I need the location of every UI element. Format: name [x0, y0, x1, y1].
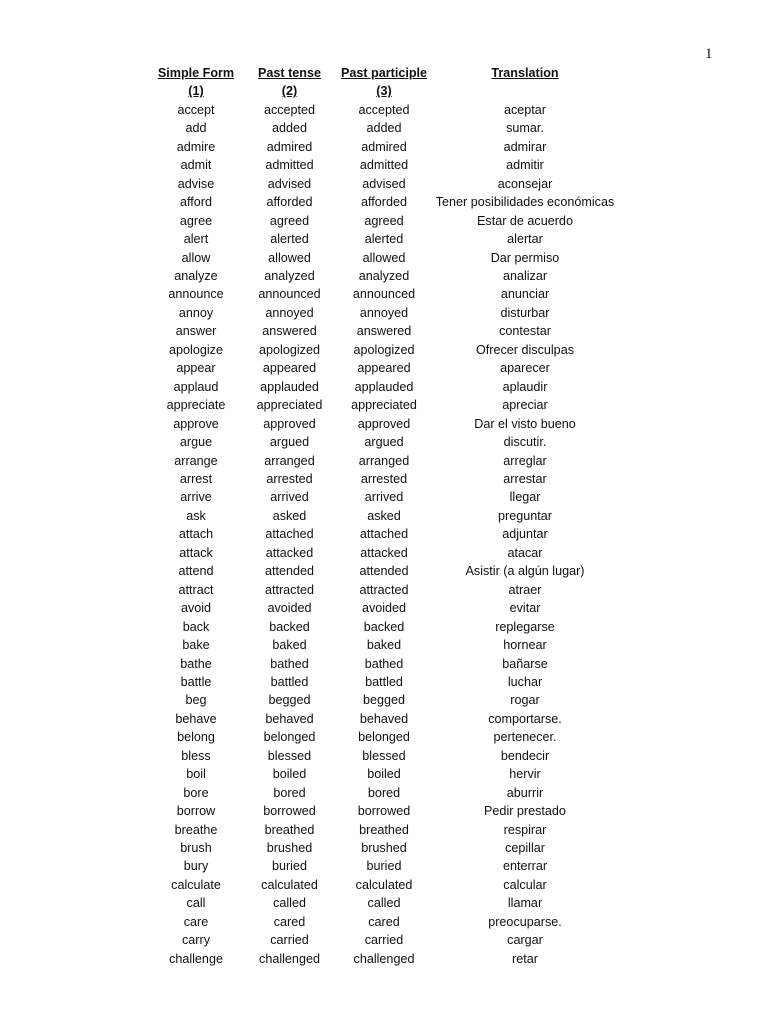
translation-cell: bañarse	[502, 656, 548, 671]
translation-cell: aparecer	[500, 361, 550, 376]
simple-form-cell: belong	[177, 730, 215, 745]
simple-form-cell: analyze	[174, 268, 218, 283]
past-tense-cell: apologized	[259, 342, 320, 357]
past-tense-cell: borrowed	[263, 804, 316, 819]
simple-form-cell: add	[185, 121, 207, 136]
past-participle-cell: backed	[363, 619, 405, 634]
past-tense-cell: attacked	[265, 545, 314, 560]
table-row	[150, 193, 619, 211]
past-tense-cell: bathed	[270, 656, 309, 671]
simple-form-cell: appreciate	[166, 398, 226, 413]
simple-form-cell: attack	[179, 545, 213, 560]
past-tense-cell: begged	[268, 693, 311, 708]
header-simple-form-number: (1)	[188, 84, 204, 99]
header-past-tense-number: (2)	[281, 84, 298, 99]
header-translation-number	[431, 82, 619, 100]
simple-form-cell: ask	[186, 508, 206, 523]
translation-cell: disturbar	[500, 305, 550, 320]
simple-form-cell: attend	[178, 564, 214, 579]
past-participle-cell: brushed	[361, 841, 407, 856]
table-row	[150, 470, 619, 488]
past-tense-cell: behaved	[265, 711, 314, 726]
past-participle-cell: allowed	[362, 250, 406, 265]
simple-form-cell: brush	[180, 841, 212, 856]
past-participle-cell: arrived	[364, 490, 404, 505]
past-tense-cell: agreed	[269, 213, 310, 228]
table-row	[150, 304, 619, 322]
table-row	[150, 212, 619, 230]
past-participle-cell: bored	[367, 785, 401, 800]
simple-form-cell: borrow	[176, 804, 216, 819]
table-row	[150, 507, 619, 525]
translation-cell: discutir.	[503, 435, 547, 450]
past-tense-cell: called	[273, 896, 306, 911]
table-row	[150, 452, 619, 470]
past-tense-cell: added	[271, 121, 308, 136]
table-row	[150, 618, 619, 636]
simple-form-cell: announce	[168, 287, 224, 302]
past-tense-cell: analyzed	[264, 268, 315, 283]
table-row	[150, 710, 619, 728]
header-simple-form: Simple Form	[157, 66, 235, 80]
table-row	[150, 599, 619, 617]
past-participle-cell: begged	[362, 693, 406, 708]
past-tense-cell: asked	[272, 508, 307, 523]
translation-cell: cargar	[507, 933, 543, 948]
table-row	[150, 765, 619, 783]
past-participle-cell: announced	[352, 287, 416, 302]
past-tense-cell: blessed	[267, 748, 312, 763]
simple-form-cell: attach	[178, 527, 214, 542]
past-tense-cell: advised	[267, 176, 312, 191]
table-row	[150, 138, 619, 156]
past-participle-cell: belonged	[358, 730, 410, 745]
page-number: 1	[705, 46, 713, 62]
past-participle-cell: admitted	[359, 158, 409, 173]
past-tense-cell: brushed	[266, 841, 313, 856]
past-tense-cell: boiled	[272, 767, 307, 782]
past-participle-cell: asked	[367, 508, 401, 523]
past-tense-cell: appeared	[262, 361, 317, 376]
past-participle-cell: applauded	[354, 379, 414, 394]
table-row	[150, 544, 619, 562]
header-past-tense: Past tense	[258, 66, 321, 80]
simple-form-cell: battle	[180, 674, 212, 689]
table-row	[150, 931, 619, 949]
table-row	[150, 581, 619, 599]
past-tense-cell: cared	[273, 914, 306, 929]
simple-form-cell: arrest	[179, 471, 213, 486]
table-row	[150, 821, 619, 839]
translation-cell: adjuntar	[502, 527, 548, 542]
table-row	[150, 267, 619, 285]
table-row	[150, 156, 619, 174]
translation-cell: replegarse	[495, 619, 555, 634]
past-participle-cell: calculated	[355, 877, 413, 892]
table-row	[150, 876, 619, 894]
simple-form-cell: argue	[179, 435, 213, 450]
table-row	[150, 562, 619, 580]
past-participle-cell: apologized	[353, 342, 415, 357]
translation-cell: arreglar	[503, 453, 547, 468]
past-participle-cell: attended	[359, 564, 409, 579]
past-participle-cell: appreciated	[351, 398, 417, 413]
translation-cell: Dar el visto bueno	[474, 416, 576, 431]
past-participle-cell: cared	[368, 914, 400, 929]
simple-form-cell: beg	[185, 693, 207, 708]
past-tense-cell: argued	[269, 435, 310, 450]
simple-form-cell: approve	[173, 416, 219, 431]
table-row	[150, 636, 619, 654]
past-tense-cell: appreciated	[256, 398, 323, 413]
table-row	[150, 655, 619, 673]
table-row	[150, 433, 619, 451]
past-tense-cell: accepted	[263, 102, 316, 117]
past-participle-cell: breathed	[359, 822, 409, 837]
header-past-participle: Past participle	[340, 66, 428, 80]
past-participle-cell: argued	[364, 435, 404, 450]
table-row	[150, 249, 619, 267]
past-tense-cell: alerted	[270, 232, 309, 247]
past-participle-cell: blessed	[362, 748, 406, 763]
past-tense-cell: arrived	[270, 490, 309, 505]
table-row	[150, 341, 619, 359]
simple-form-cell: afford	[180, 195, 212, 210]
header-row	[150, 64, 619, 82]
verb-table	[150, 64, 619, 968]
translation-cell: cepillar	[505, 841, 545, 856]
past-tense-cell: approved	[263, 416, 316, 431]
simple-form-cell: agree	[179, 213, 213, 228]
past-tense-cell: answered	[262, 324, 317, 339]
past-tense-cell: allowed	[268, 250, 311, 265]
past-participle-cell: afforded	[361, 195, 407, 210]
translation-cell: aplaudir	[502, 379, 548, 394]
translation-cell: hervir	[509, 767, 541, 782]
simple-form-cell: arrange	[174, 453, 218, 468]
translation-cell: enterrar	[502, 859, 548, 874]
translation-cell: llamar	[507, 896, 543, 911]
simple-form-cell: bless	[181, 748, 211, 763]
table-row	[150, 913, 619, 931]
past-tense-cell: carried	[270, 933, 309, 948]
simple-form-cell: applaud	[173, 379, 219, 394]
translation-cell: hornear	[503, 638, 547, 653]
past-tense-cell: attached	[265, 527, 314, 542]
translation-cell: respirar	[503, 822, 547, 837]
simple-form-cell: appear	[176, 361, 216, 376]
table-row	[150, 359, 619, 377]
translation-cell: contestar	[499, 324, 551, 339]
past-tense-cell: bored	[273, 785, 306, 800]
past-tense-cell: admired	[266, 139, 313, 154]
simple-form-cell: admit	[180, 158, 212, 173]
past-tense-cell: challenged	[259, 951, 320, 966]
past-participle-cell: analyzed	[358, 268, 410, 283]
translation-cell: preguntar	[498, 508, 552, 523]
past-tense-cell: battled	[270, 674, 309, 689]
translation-cell: alertar	[507, 232, 543, 247]
translation-cell: calcular	[503, 877, 547, 892]
simple-form-cell: boil	[186, 767, 206, 782]
past-tense-cell: arrested	[266, 471, 313, 486]
simple-form-cell: behave	[175, 711, 217, 726]
translation-cell: aceptar	[503, 102, 546, 117]
past-tense-cell: attracted	[264, 582, 314, 597]
header-number-row	[150, 82, 619, 100]
translation-cell: rogar	[510, 693, 540, 708]
simple-form-cell: avoid	[180, 601, 212, 616]
table-row	[150, 747, 619, 765]
translation-cell: pertenecer.	[493, 730, 557, 745]
simple-form-cell: arrive	[180, 490, 212, 505]
past-participle-cell: approved	[357, 416, 411, 431]
simple-form-cell: allow	[181, 250, 211, 265]
table-row	[150, 691, 619, 709]
past-tense-cell: admitted	[265, 158, 314, 173]
simple-form-cell: care	[183, 914, 209, 929]
past-participle-cell: arranged	[358, 453, 410, 468]
simple-form-cell: apologize	[169, 342, 223, 357]
past-participle-cell: behaved	[359, 711, 409, 726]
translation-cell: comportarse.	[488, 711, 562, 726]
header-translation: Translation	[491, 66, 559, 80]
table-row	[150, 415, 619, 433]
simple-form-cell: accept	[177, 102, 215, 117]
past-participle-cell: appeared	[357, 361, 411, 376]
table-row	[150, 802, 619, 820]
past-tense-cell: applauded	[260, 379, 319, 394]
table-body	[150, 101, 619, 968]
translation-cell: Ofrecer disculpas	[476, 342, 574, 357]
translation-cell: llegar	[509, 490, 541, 505]
translation-cell: Dar permiso	[490, 250, 560, 265]
past-tense-cell: breathed	[264, 822, 315, 837]
past-participle-cell: accepted	[358, 102, 410, 117]
translation-cell: sumar.	[506, 121, 544, 136]
past-tense-cell: belonged	[263, 730, 316, 745]
table-row	[150, 857, 619, 875]
past-participle-cell: buried	[366, 859, 402, 874]
past-participle-cell: attacked	[360, 545, 408, 560]
table-row	[150, 119, 619, 137]
past-tense-cell: backed	[269, 619, 310, 634]
table-row	[150, 488, 619, 506]
table-header	[150, 64, 619, 101]
past-participle-cell: boiled	[367, 767, 401, 782]
past-participle-cell: called	[367, 896, 401, 911]
past-tense-cell: afforded	[266, 195, 313, 210]
simple-form-cell: breathe	[174, 822, 218, 837]
simple-form-cell: alert	[183, 232, 209, 247]
simple-form-cell: challenge	[169, 951, 223, 966]
header-past-participle-number: (3)	[376, 84, 392, 99]
translation-cell: apreciar	[502, 398, 548, 413]
past-participle-cell: agreed	[364, 213, 404, 228]
translation-cell: aburrir	[506, 785, 544, 800]
past-tense-cell: buried	[271, 859, 307, 874]
simple-form-cell: bore	[183, 785, 209, 800]
simple-form-cell: calculate	[171, 877, 221, 892]
table-row	[150, 894, 619, 912]
past-participle-cell: admired	[361, 139, 407, 154]
simple-form-cell: back	[182, 619, 210, 634]
past-tense-cell: calculated	[261, 877, 318, 892]
translation-cell: bendecir	[500, 748, 550, 763]
table-row	[150, 396, 619, 414]
table-row	[150, 950, 619, 968]
table-row	[150, 285, 619, 303]
translation-cell: evitar	[509, 601, 541, 616]
simple-form-cell: annoy	[178, 305, 214, 320]
past-participle-cell: avoided	[361, 601, 407, 616]
table-row	[150, 101, 619, 119]
table-row	[150, 230, 619, 248]
past-participle-cell: battled	[365, 674, 403, 689]
past-participle-cell: arrested	[360, 471, 408, 486]
past-tense-cell: annoyed	[265, 305, 314, 320]
translation-cell: admirar	[503, 139, 547, 154]
past-tense-cell: baked	[272, 638, 307, 653]
past-participle-cell: attached	[359, 527, 409, 542]
past-participle-cell: annoyed	[359, 305, 409, 320]
translation-cell: atraer	[508, 582, 542, 597]
translation-cell: luchar	[507, 674, 543, 689]
table-row	[150, 784, 619, 802]
translation-cell: atacar	[507, 545, 543, 560]
simple-form-cell: answer	[175, 324, 217, 339]
past-participle-cell: answered	[356, 324, 412, 339]
simple-form-cell: admire	[176, 139, 216, 154]
past-participle-cell: bathed	[364, 656, 404, 671]
simple-form-cell: carry	[182, 933, 210, 948]
translation-cell: Estar de acuerdo	[477, 213, 573, 228]
past-tense-cell: announced	[258, 287, 321, 302]
table-row	[150, 175, 619, 193]
past-participle-cell: advised	[362, 176, 406, 191]
past-tense-cell: arranged	[264, 453, 315, 468]
past-participle-cell: alerted	[364, 232, 404, 247]
translation-cell: Asistir (a algún lugar)	[465, 564, 585, 579]
simple-form-cell: attract	[178, 582, 214, 597]
simple-form-cell: bake	[182, 638, 210, 653]
simple-form-cell: advise	[177, 176, 215, 191]
translation-cell: preocuparse.	[488, 914, 562, 929]
translation-cell: arrestar	[503, 471, 547, 486]
table-row	[150, 378, 619, 396]
table-row	[150, 673, 619, 691]
translation-cell: admitir	[506, 158, 544, 173]
table-row	[150, 839, 619, 857]
past-participle-cell: added	[366, 121, 402, 136]
translation-cell: analizar	[502, 268, 548, 283]
simple-form-cell: bathe	[180, 656, 212, 671]
simple-form-cell: bury	[183, 859, 209, 874]
table-row	[150, 322, 619, 340]
translation-cell: retar	[512, 951, 538, 966]
table-row	[150, 728, 619, 746]
translation-cell: aconsejar	[497, 176, 553, 191]
simple-form-cell: call	[186, 896, 206, 911]
past-participle-cell: challenged	[353, 951, 415, 966]
past-tense-cell: avoided	[267, 601, 312, 616]
table-row	[150, 525, 619, 543]
translation-cell: Pedir prestado	[484, 804, 566, 819]
translation-cell: Tener posibilidades económicas	[435, 195, 615, 210]
past-participle-cell: attracted	[359, 582, 409, 597]
translation-cell: anunciar	[500, 287, 550, 302]
past-participle-cell: borrowed	[357, 804, 411, 819]
past-participle-cell: carried	[364, 933, 404, 948]
past-tense-cell: attended	[264, 564, 315, 579]
past-participle-cell: baked	[366, 638, 402, 653]
